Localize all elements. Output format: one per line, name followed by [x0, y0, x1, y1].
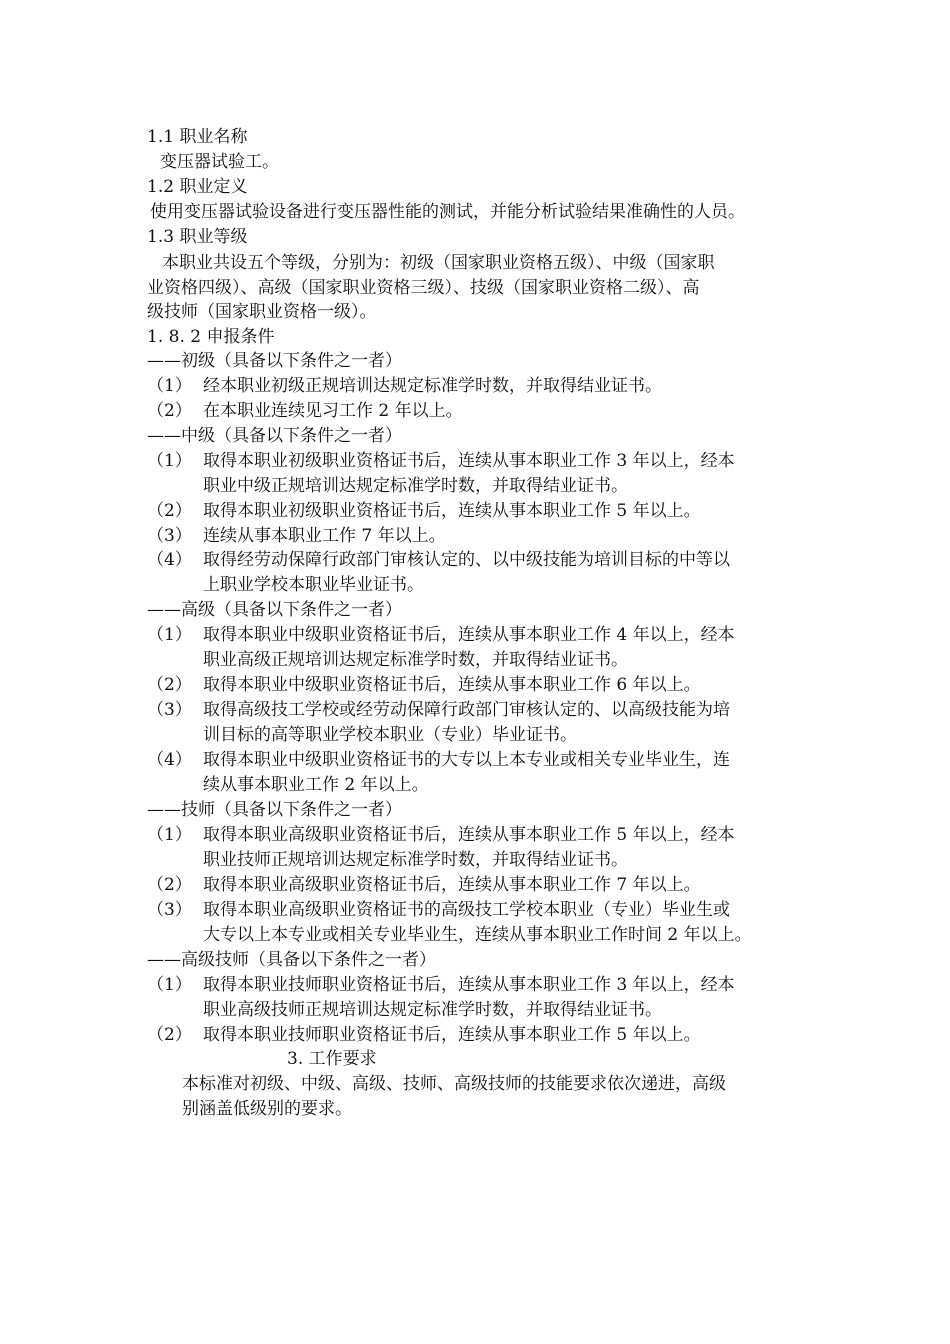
- work-requirements-text-line: 本标准对初级、中级、高级、技师、高级技师的技能要求依次递进，高级: [182, 1074, 726, 1094]
- section-heading-work-requirements: 3. 工作要求: [287, 1049, 377, 1069]
- item-text: 经本职业初级正规培训达规定标准学时数，并取得结业证书。: [203, 376, 662, 396]
- item-text: 取得经劳动保障行政部门审核认定的、以中级技能为培训目标的中等以: [203, 550, 730, 570]
- item-number: （2）: [147, 401, 192, 421]
- level-heading-senior: ——高级（具备以下条件之一者）: [147, 600, 402, 620]
- item-number: （1）: [147, 975, 192, 995]
- item-text: 职业高级技师正规培训达规定标准学时数，并取得结业证书。: [203, 1000, 662, 1020]
- work-requirements-text-line: 别涵盖低级别的要求。: [182, 1099, 352, 1119]
- item-text: 职业技师正规培训达规定标准学时数，并取得结业证书。: [203, 850, 628, 870]
- item-number: （4）: [147, 550, 192, 570]
- item-text: 训目标的高等职业学校本职业（专业）毕业证书。: [203, 725, 577, 745]
- occupation-name-text: 变压器试验工。: [160, 152, 279, 172]
- item-number: （1）: [147, 451, 192, 471]
- item-text: 职业中级正规培训达规定标准学时数，并取得结业证书。: [203, 476, 628, 496]
- item-number: （1）: [147, 825, 192, 845]
- level-heading-junior: ——初级（具备以下条件之一者）: [147, 351, 402, 371]
- item-text: 取得本职业高级职业资格证书后，连续从事本职业工作 7 年以上。: [203, 875, 701, 895]
- item-text: 取得本职业初级职业资格证书后，连续从事本职业工作 5 年以上。: [203, 501, 701, 521]
- item-number: （2）: [147, 875, 192, 895]
- item-text: 取得本职业中级职业资格证书后，连续从事本职业工作 4 年以上，经本: [203, 625, 735, 645]
- item-text: 取得本职业中级职业资格证书后，连续从事本职业工作 6 年以上。: [203, 675, 701, 695]
- item-number: （2）: [147, 501, 192, 521]
- section-heading-occupation-name: 1.1 职业名称: [147, 127, 248, 147]
- item-number: （2）: [147, 1025, 192, 1045]
- item-text: 取得本职业技师职业资格证书后，连续从事本职业工作 3 年以上，经本: [203, 975, 735, 995]
- item-text: 取得本职业初级职业资格证书后，连续从事本职业工作 3 年以上，经本: [203, 451, 735, 471]
- item-text: 续从事本职业工作 2 年以上。: [203, 775, 429, 795]
- occupation-levels-text-line: 级技师（国家职业资格一级）。: [147, 302, 377, 322]
- section-heading-application-conditions: 1. 8. 2 申报条件: [147, 327, 275, 347]
- item-text: 取得高级技工学校或经劳动保障行政部门审核认定的、以高级技能为培: [203, 700, 730, 720]
- level-heading-senior-technician: ——高级技师（具备以下条件之一者）: [147, 950, 436, 970]
- section-heading-occupation-definition: 1.2 职业定义: [147, 177, 248, 197]
- section-heading-occupation-levels: 1.3 职业等级: [147, 227, 248, 247]
- item-number: （3）: [147, 526, 192, 546]
- item-number: （3）: [147, 900, 192, 920]
- item-number: （1）: [147, 376, 192, 396]
- level-heading-intermediate: ——中级（具备以下条件之一者）: [147, 426, 402, 446]
- item-text: 连续从事本职业工作 7 年以上。: [203, 526, 446, 546]
- item-number: （2）: [147, 675, 192, 695]
- item-number: （4）: [147, 750, 192, 770]
- item-number: （1）: [147, 625, 192, 645]
- item-number: （3）: [147, 700, 192, 720]
- occupation-definition-text: 使用变压器试验设备进行变压器性能的测试，并能分析试验结果准确性的人员。: [150, 202, 745, 222]
- occupation-levels-text-line: 本职业共设五个等级，分别为：初级（国家职业资格五级）、中级（国家职: [162, 253, 715, 273]
- item-text: 取得本职业技师职业资格证书后，连续从事本职业工作 5 年以上。: [203, 1025, 701, 1045]
- item-text: 取得本职业中级职业资格证书的大专以上本专业或相关专业毕业生，连: [203, 750, 730, 770]
- item-text: 大专以上本专业或相关专业毕业生，连续从事本职业工作时间 2 年以上。: [203, 925, 752, 945]
- occupation-levels-text-line: 业资格四级）、高级（国家职业资格三级）、技级（国家职业资格二级）、高: [147, 278, 700, 298]
- item-text: 取得本职业高级职业资格证书后，连续从事本职业工作 5 年以上，经本: [203, 825, 735, 845]
- item-text: 取得本职业高级职业资格证书的高级技工学校本职业（专业）毕业生或: [203, 900, 730, 920]
- item-text: 上职业学校本职业毕业证书。: [203, 575, 424, 595]
- level-heading-technician: ——技师（具备以下条件之一者）: [147, 800, 402, 820]
- item-text: 在本职业连续见习工作 2 年以上。: [203, 401, 463, 421]
- item-text: 职业高级正规培训达规定标准学时数，并取得结业证书。: [203, 650, 628, 670]
